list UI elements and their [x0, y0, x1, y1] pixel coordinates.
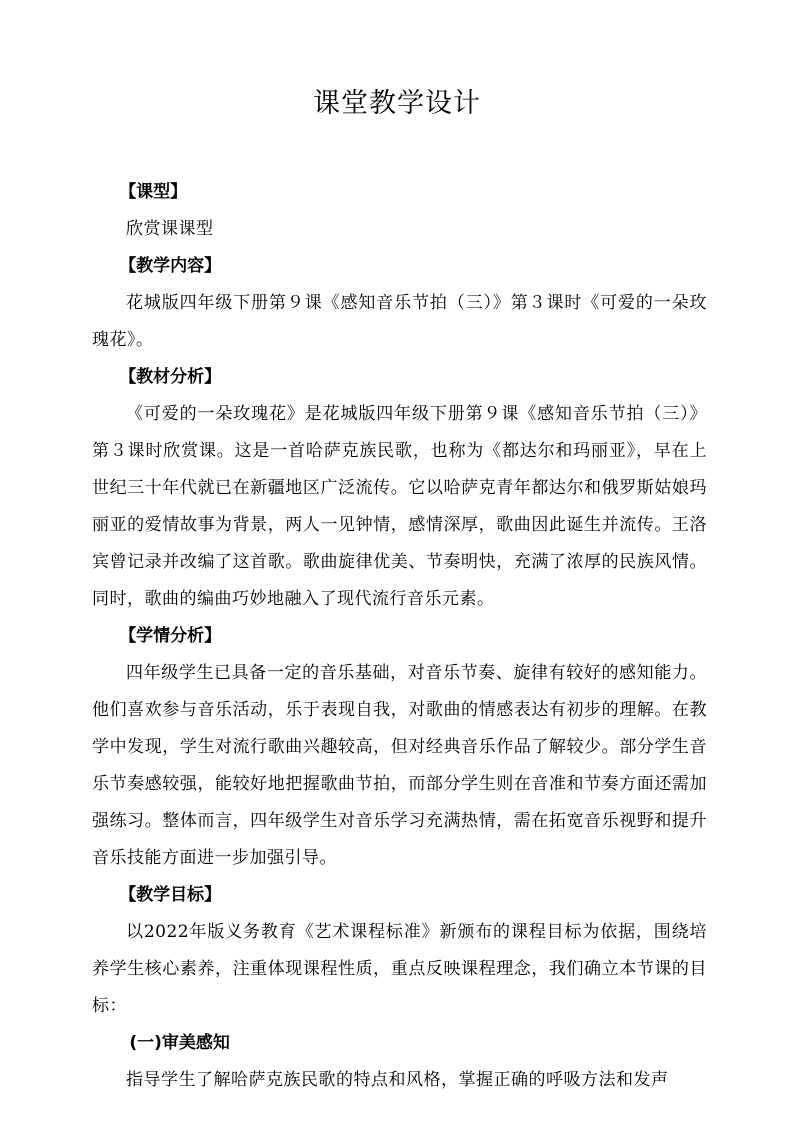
course-type-text: 欣赏课课型 — [126, 219, 214, 239]
document-body — [92, 174, 707, 1099]
teaching-content-text: 花城版四年级下册第９课《感知音乐节拍（三）》第３课时《可爱的一朵玫瑰花》。 — [92, 293, 707, 350]
teaching-goals-text: 以2022年版义务教育《艺术课程标准》新颁布的课程目标为依据，围绕培养学生核心素养，注重体现课程性质，重点反映课程理念，我们确立本节课的目标： — [92, 922, 707, 1016]
aesthetic-perception-heading: (一)审美感知 — [129, 1033, 230, 1053]
material-analysis-heading: 【教材分析】 — [119, 367, 222, 387]
student-analysis-heading: 【学情分析】 — [119, 626, 222, 646]
teaching-content-heading: 【教学内容】 — [119, 256, 222, 276]
student-analysis-text: 四年级学生已具备一定的音乐基础，对音乐节奏、旋律有较好的感知能力。他们喜欢参与音乐活动，乐于表现自我，对歌曲的情感表达有初步的理解。在教学中发现，学生对流行歌曲兴趣较高，但对经典音乐作品了解较少。部分学生音乐节奏感较强，能较好地把握歌曲节拍，而部分学生则在音准和节奏方面还需加强练习。整体而言，四年级学生对音乐学习充满热情，需在拓宽音乐视野和提升音乐技能方面进一步加强引导。 — [92, 663, 707, 868]
course-type-heading: 【课型】 — [119, 182, 188, 202]
teaching-goals-heading: 【教学目标】 — [119, 885, 222, 905]
document-title: 课堂教学设计 — [313, 88, 481, 119]
aesthetic-perception-text: 指导学生了解哈萨克族民歌的特点和风格，掌握正确的呼吸方法和发声 — [126, 1070, 669, 1090]
material-analysis-text: 《可爱的一朵玫瑰花》是花城版四年级下册第９课《感知音乐节拍（三）》第３课时欣赏课。这是一首哈萨克族民歌，也称为《都达尔和玛丽亚》，早在上世纪三十年代就已在新疆地区广泛流传。它以哈萨克青年都达尔和俄罗斯姑娘玛丽亚的爱情故事为背景，两人一见钟情，感情深厚，歌曲因此诞生并流传。王洛宾曾记录并改编了这首歌。歌曲旋律优美、节奏明快，充满了浓厚的民族风情。同时，歌曲的编曲巧妙地融入了现代流行音乐元素。 — [92, 404, 707, 609]
